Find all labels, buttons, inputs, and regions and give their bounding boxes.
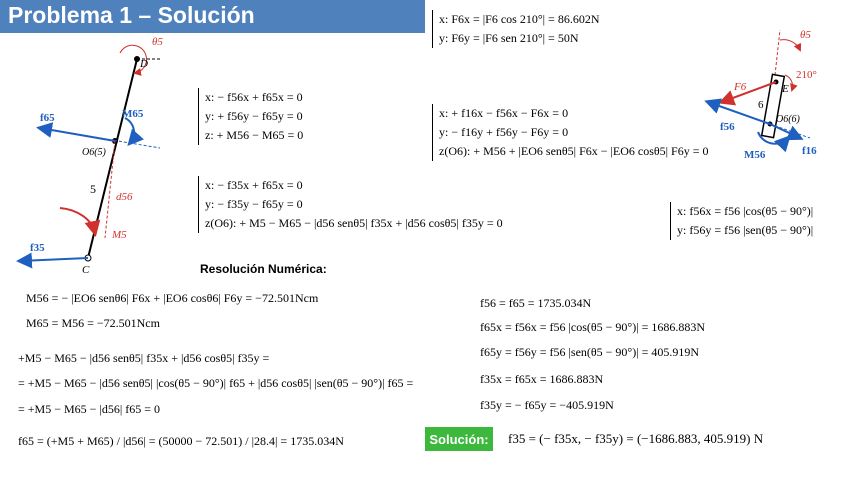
label-F6: F6 (734, 81, 747, 93)
M5-arc (60, 208, 95, 233)
label-angle: 210° (796, 69, 817, 81)
link6-diagram (700, 20, 840, 170)
label-M65: M65 (122, 108, 144, 120)
label-f65: f65 (40, 112, 55, 124)
eq-M65: M65 = M56 = −72.501Ncm (26, 316, 160, 330)
label-6: 6 (758, 99, 764, 111)
eq-moment-1: +M5 − M65 − |d56 senθ5| f35x + |d56 cosθ5| f35y = (18, 351, 270, 365)
label-O6: O6(6) (776, 114, 800, 125)
eq-system-link3 (198, 176, 503, 233)
label-theta: θ5 (152, 36, 163, 48)
eq-line: y: − f16y + f56y − F6y = 0 (439, 125, 569, 139)
solution-equation: f35 = (− f35x, − f35y) = (−1686.883, 405.919) N (508, 431, 764, 446)
eq-line: x: − f35x + f65x = 0 (205, 178, 303, 192)
eq-moment-3: = +M5 − M65 − |d56| f65 = 0 (18, 402, 160, 416)
label-d56: d56 (116, 191, 133, 203)
ref-dash (775, 30, 780, 75)
theta-arc (780, 40, 800, 50)
eq-moment-2: = +M5 − M65 − |d56 senθ5| |cos(θ5 − 90°)| f65 + |d56 cosθ5| |sen(θ5 − 90°)| f65 = (18, 376, 414, 390)
label-M5: M5 (112, 229, 127, 241)
label-theta: θ5 (800, 29, 811, 41)
M65-arc (125, 118, 134, 143)
label-O6: O6(5) (82, 147, 106, 158)
eq-line: y: f56y = f56 |sen(θ5 − 90°)| (677, 223, 814, 237)
label-5: 5 (90, 182, 96, 196)
numeric-heading: Resolución Numérica: (200, 262, 327, 276)
eq-system-link6 (432, 104, 709, 161)
label-f16: f16 (802, 145, 817, 157)
label-f56: f56 (720, 121, 735, 133)
eq-line: z: + M56 − M65 = 0 (205, 128, 304, 142)
eq-line: x: + f16x − f56x − F6x = 0 (439, 106, 569, 120)
solution-badge: Solución: (425, 427, 493, 451)
eq-M56: M56 = − |EO6 senθ6| F6x + |EO6 cosθ6| F6y = −72.501Ncm (26, 291, 319, 305)
page-title: Problema 1 – Solución (8, 2, 255, 28)
label-E: E (782, 83, 789, 95)
eq-line: y: + f56y − f65y = 0 (205, 109, 303, 123)
eq-f35y: f35y = − f65y = −405.919N (480, 398, 614, 412)
label-D: D (140, 58, 148, 70)
eq-f65y: f65y = f56y = f56 |sen(θ5 − 90°)| = 405.919N (480, 345, 700, 359)
eq-line: x: F6x = |F6 cos 210°| = 86.602N (439, 12, 600, 26)
eq-line: z(O6): + M56 + |EO6 senθ5| F6x − |EO6 cosθ5| F6y = 0 (439, 144, 709, 158)
eq-system-f56 (670, 202, 813, 240)
eq-f56: f56 = f65 = 1735.034N (480, 296, 592, 310)
eq-system-F6 (432, 10, 599, 48)
eq-line: z(O6): + M5 − M65 − |d56 senθ5| f35x + |d56 cosθ5| f35y = 0 (205, 216, 503, 230)
eq-f35x: f35x = f65x = 1686.883N (480, 372, 604, 386)
eq-system-link5 (198, 88, 303, 145)
eq-line: x: f56x = f56 |cos(θ5 − 90°)| (677, 204, 814, 218)
eq-line: y: − f35y − f65y = 0 (205, 197, 303, 211)
eq-line: y: F6y = |F6 sen 210°| = 50N (439, 31, 579, 45)
label-C: C (82, 264, 90, 276)
label-M56: M56 (744, 149, 766, 161)
link5-diagram (0, 33, 200, 283)
eq-f65: f65 = (+M5 + M65) / |d56| = (50000 − 72.501) / |28.4| = 1735.034N (18, 434, 344, 448)
f35-arrow (20, 258, 88, 261)
eq-line: x: − f56x + f65x = 0 (205, 90, 303, 104)
d56-dim (105, 141, 115, 238)
eq-f65x: f65x = f56x = f56 |cos(θ5 − 90°)| = 1686.883N (480, 320, 706, 334)
label-f35: f35 (30, 242, 45, 254)
title-bar (0, 0, 425, 33)
